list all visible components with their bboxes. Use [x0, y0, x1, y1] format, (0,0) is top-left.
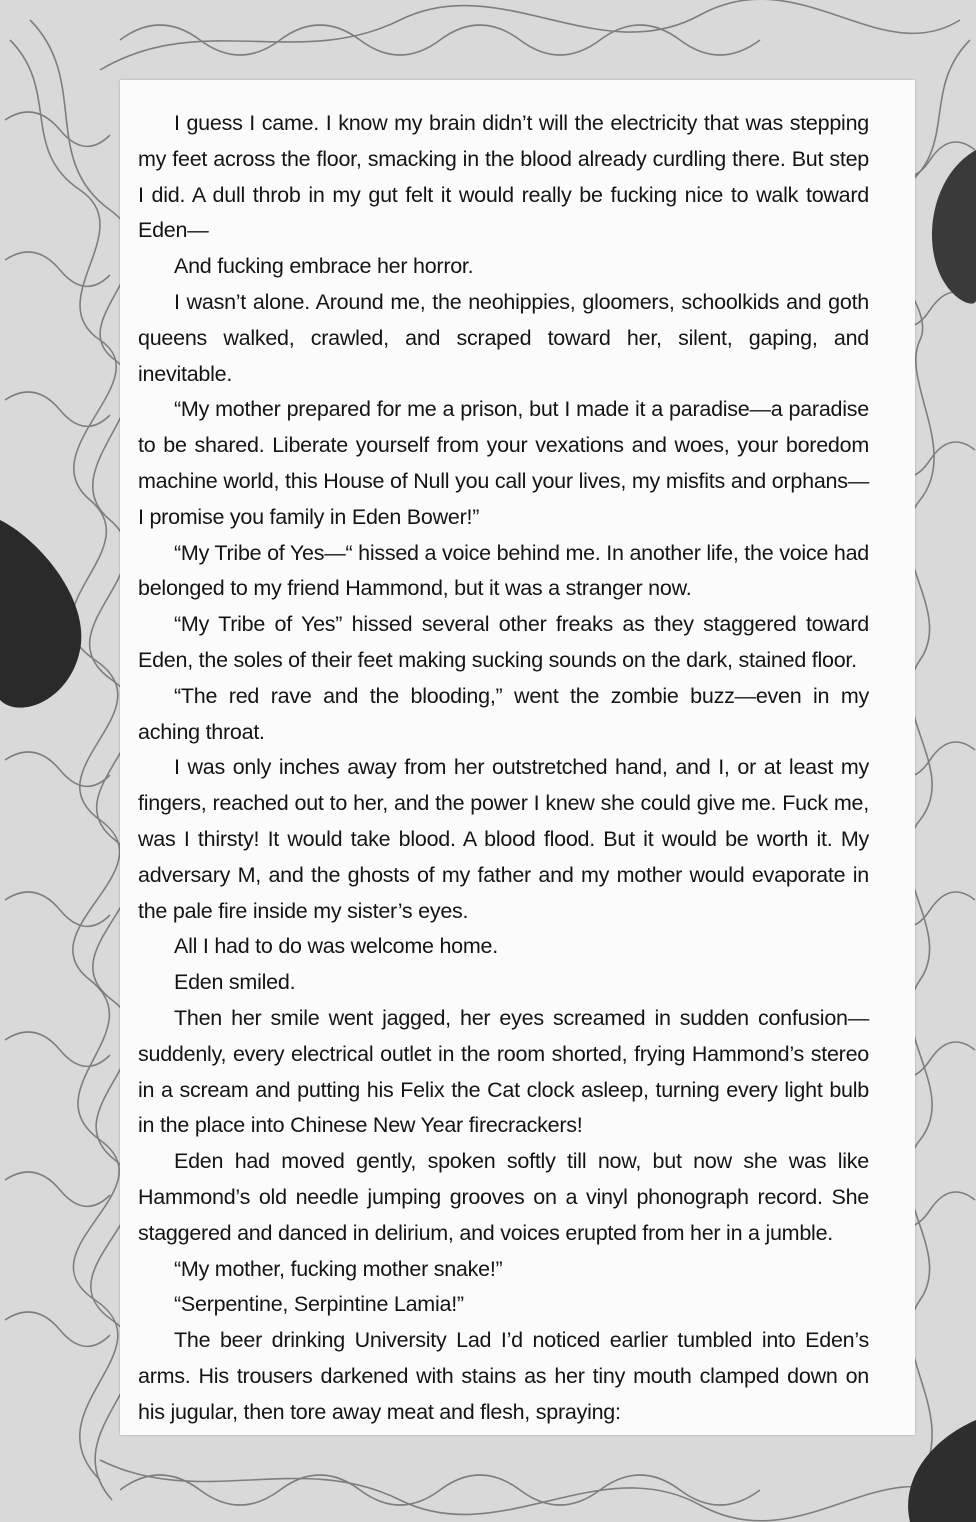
paragraph: “My Tribe of Yes” hissed several other freaks as they staggered toward Eden, the soles of their feet making sucking sounds on the dark, stained floor. [138, 612, 869, 672]
paragraph: Then her smile went jagged, her eyes screamed in sudden confusion—suddenly, every electrical outlet in the room shorted, frying Hammond’s stereo in a scream and putting his Felix the Cat clock asleep, turning every light bulb in the place into Chinese New Year firecrackers! [138, 1005, 869, 1138]
paragraph: And fucking embrace her horror. [174, 254, 474, 279]
paragraph: All I had to do was welcome home. [174, 934, 498, 959]
paragraph: The beer drinking University Lad I’d noticed earlier tumbled into Eden’s arms. His trousers darkened with stains as her tiny mouth clamped down on his jugular, then tore away meat and flesh, spraying: [138, 1328, 869, 1424]
paragraph: “Serpentine, Serpintine Lamia!” [174, 1292, 464, 1317]
paragraph: I guess I came. I know my brain didn’t will the electricity that was stepping my feet across the floor, smacking in the blood already curdling there. But step I did. A dull throb in my gut felt it would really be fucking nice to walk toward Eden— [138, 111, 869, 243]
paragraph: “My mother prepared for me a prison, but I made it a paradise—a paradise to be shared. Liberate yourself from your vexations and woes, your boredom machine world, this House of Null you call your lives, my misfits and orphans—I promise you family in Eden Bower!” [138, 397, 869, 529]
paragraph: Eden had moved gently, spoken softly till now, but now she was like Hammond’s old needle jumping grooves on a vinyl phonograph record. She staggered and danced in delirium, and voices erupted from her in a jumble. [138, 1149, 869, 1245]
paragraph: “The red rave and the blooding,” went the zombie buzz—even in my aching throat. [138, 683, 869, 744]
paragraph: I was only inches away from her outstretched hand, and I, or at least my fingers, reached out to her, and the power I knew she could give me. Fuck me, was I thirsty! It would take blood. A blood flood. But it would be worth it. My adversary M, and the ghosts of my father and my mother would evaporate in the pale fire inside my sister’s eyes. [138, 755, 869, 923]
paragraph: Eden smiled. [174, 970, 296, 995]
paragraph: I wasn’t alone. Around me, the neohippies, gloomers, schoolkids and goth queens walked, crawled, and scraped toward her, silent, gaping, and inevitable. [138, 289, 869, 386]
paragraph: “My Tribe of Yes—“ hissed a voice behind me. In another life, the voice had belonged to my friend Hammond, but it was a stranger now. [138, 540, 869, 601]
story-text-panel [120, 80, 915, 1435]
paragraph: “My mother, fucking mother snake!” [174, 1256, 503, 1281]
